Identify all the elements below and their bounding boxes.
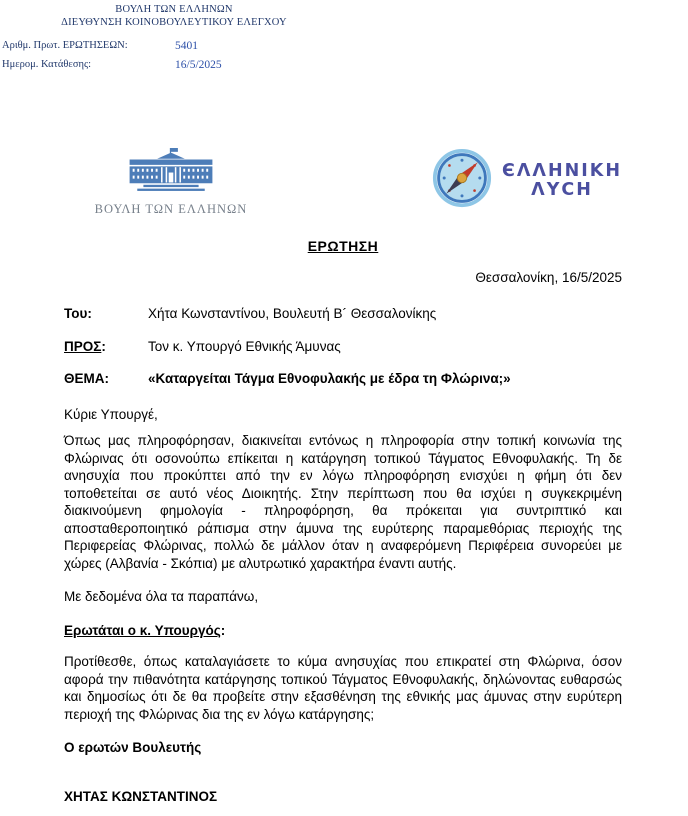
question-heading-text: Ερωτάται ο κ. Υπουργός (64, 622, 221, 638)
subject-value: «Καταργείται Τάγμα Εθνοφυλακής με έδρα τη Φλώρινα;» (148, 371, 511, 386)
to-label-text: ΠΡΟΣ (64, 338, 102, 354)
to-row (64, 338, 622, 356)
parliament-header-line2: ΔΙΕΥΘΥΝΣΗ ΚΟΙΝΟΒΟΥΛΕΥΤΙΚΟΥ ΕΛΕΓΧΟΥ (61, 17, 287, 28)
to-label-colon: : (101, 338, 106, 354)
admin-header (0, 0, 688, 140)
logos-row (92, 146, 622, 218)
document-title-text: ΕΡΩΤΗΣΗ (307, 238, 379, 254)
from-label: Του: (64, 306, 92, 321)
deposit-date-value: 16/5/2025 (175, 59, 222, 71)
protocol-number-value: 5401 (175, 40, 198, 52)
question-heading-colon: : (220, 622, 226, 638)
body-paragraph-2: Με δεδομένα όλα τα παραπάνω, (64, 589, 259, 604)
deposit-date-label: Ημερομ. Κατάθεσης: (2, 59, 92, 70)
to-label (64, 338, 148, 356)
greek-solution-logo (432, 148, 622, 213)
question-paragraph: Προτίθεσθε, όπως καταλαγιάσετε το κύμα ανησυχίας που επικρατεί στη Φλώρινα, όσον αφορά την πιθανότητα κατάργησης τοπικού Τάγματος Εθνοφυλακής, δηλώνοντας ευθαρσώς και δημοσίως ότι δε θα προβείτε στην εξασθένηση της εθνικής μας άμυνας στην ευρύτερη περιοχή της Φλώρινας δια της εν λόγω κατάργησης; (64, 654, 622, 722)
parliament-header-line1: ΒΟΥΛΗ ΤΩΝ ΕΛΛΗΝΩΝ (115, 4, 233, 15)
salutation: Κύριε Υπουργέ, (64, 406, 158, 422)
letter-content (64, 238, 622, 805)
question-heading (64, 622, 622, 640)
parliament-directorate-header (0, 3, 348, 29)
party-name (502, 162, 622, 200)
body-paragraph-1: Όπως μας πληροφόρησαν, διακινείται εντόνως η πληροφορία στην τοπική κοινωνία της Φλώρινας ότι οσονούπω επίκειται η κατάργηση τοπικού Τάγματος Εθνοφυλακής. Τη δε ανησυχία που προκύπτει από την εν λόγω πληροφόρηση ενισχύει η φήμη ότι δεν τοποθετείται σε αυτό νέος Διοικητής. Στην περίπτωση που θα ισχύει η συγκεκριμένη διακινούμενη φημολογία - πληροφόρηση, θα πρόκειται για συντριπτικό και αποσταθεροποιητικό ράπισμα στην άμυνα της ευρύτερης παραμεθόριας περιοχής της Περιφερείας Φλώρινας, πολλώ δε μάλλον όταν η αναφερόμενη Περιφέρεια συνορεύει με χώρες (Αλβανία - Σκόπια) με αλυτρωτικό χαρακτήρα έναντι αυτής. (64, 433, 622, 571)
party-name-line2: ΛΥϹΗ (531, 179, 593, 200)
document-title (64, 238, 622, 256)
parliament-building-icon (125, 183, 217, 200)
subject-label: ΘΕΜΑ: (64, 371, 109, 386)
place-and-date: Θεσσαλονίκη, 16/5/2025 (475, 269, 622, 285)
signature-role: Ο ερωτών Βουλευτής (64, 740, 202, 755)
protocol-number-label: Αριθμ. Πρωτ. ΕΡΩΤΗΣΕΩΝ: (2, 40, 128, 51)
signature-name: ΧΗΤΑΣ ΚΩΝΣΤΑΝΤΙΝΟΣ (64, 788, 218, 804)
from-value: Χήτα Κωνσταντίνου, Βουλευτή Β´ Θεσσαλονίκης (148, 306, 437, 321)
letter-meta (64, 305, 622, 388)
parliament-logo-caption: ΒΟΥΛΗ ΤΩΝ ΕΛΛΗΝΩΝ (94, 202, 248, 216)
to-value: Τον κ. Υπουργό Εθνικής Άμυνας (148, 338, 341, 354)
subject-row (64, 370, 622, 388)
parliament-logo (92, 146, 250, 217)
from-row (64, 305, 622, 323)
party-name-line1: ЄΛΛΗΝΙΚΗ (502, 160, 622, 181)
compass-icon (432, 148, 492, 213)
